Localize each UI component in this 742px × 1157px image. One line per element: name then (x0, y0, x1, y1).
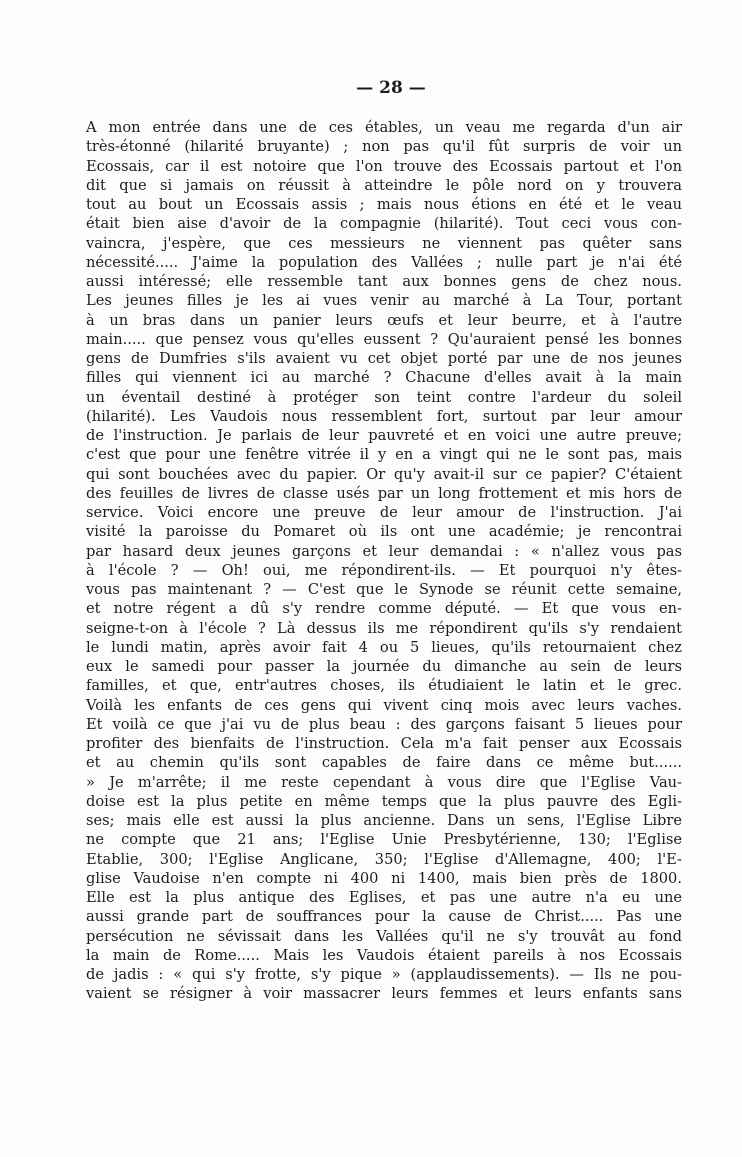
text-line: et au chemin qu'ils sont capables de faire dans ce même but...... (86, 754, 682, 772)
text-line: (hilarité). Les Vaudois nous ressemblent fort, surtout par leur amour (86, 407, 682, 425)
text-line: ne compte que 21 ans; l'Eglise Unie Presbytérienne, 130; l'Eglise (86, 831, 682, 849)
text-line: ses; mais elle est aussi la plus ancienne. Dans un sens, l'Eglise Libre (86, 812, 682, 829)
text-line: eux le samedi pour passer la journée du dimanche au sein de leurs (86, 658, 682, 675)
text-line: filles qui viennent ici au marché ? Chacune d'elles avait à la main (86, 369, 682, 387)
text-line: profiter des bienfaits de l'instruction. Cela m'a fait penser aux Ecossais (86, 735, 682, 752)
text-line: aussi grande part de souffrances pour la cause de Christ..... Pas une (86, 908, 682, 926)
text-line: Les jeunes filles je les ai vues venir au marché à La Tour, portant (86, 292, 682, 310)
text-line: par hasard deux jeunes garçons et leur demandai : « n'allez vous pas (86, 542, 682, 560)
text-line: visité la paroisse du Pomaret où ils ont une académie; je rencontrai (86, 523, 682, 541)
text-line: le lundi matin, après avoir fait 4 ou 5 lieues, qu'ils retournaient chez (86, 638, 682, 656)
text-line: de l'instruction. Je parlais de leur pauvreté et en voici une autre preuve; (86, 427, 682, 444)
text-line: » Je m'arrête; il me reste cependant à vous dire que l'Eglise Vau- (86, 773, 682, 791)
text-line: service. Voici encore une preuve de leur amour de l'instruction. J'ai (86, 504, 682, 521)
text-line: de jadis : « qui s'y frotte, s'y pique » (applaudissements). — Ils ne pou- (86, 966, 682, 983)
text-line: qui sont bouchées avec du papier. Or qu'y avait-il sur ce papier? C'étaient (86, 465, 682, 483)
text-line: des feuilles de livres de classe usés par un long frottement et mis hors de (86, 484, 682, 502)
text-line: vaient se résigner à voir massacrer leurs femmes et leurs enfants sans (86, 985, 682, 1003)
text-line: c'est que pour une fenêtre vitrée il y en a vingt qui ne le sont pas, mais (86, 446, 682, 464)
text-line: Elle est la plus antique des Eglises, et pas une autre n'a eu une (86, 889, 682, 906)
text-line: gens de Dumfries s'ils avaient vu cet objet porté par une de nos jeunes (86, 350, 682, 367)
text-line: A mon entrée dans une de ces étables, un veau me regarda d'un air (86, 119, 682, 136)
text-line: et notre régent a dû s'y rendre comme député. — Et que vous en- (86, 600, 682, 618)
text-line: la main de Rome..... Mais les Vaudois étaient pareils à nos Ecossais (86, 946, 682, 964)
text-line: tout au bout un Ecossais assis ; mais nous étions en été et le veau (86, 196, 682, 213)
text-line: nécessité..... J'aime la population des Vallées ; nulle part je n'ai été (86, 253, 682, 271)
text-line: à l'école ? — Oh! oui, me répondirent-ils. — Et pourquoi n'y êtes- (86, 561, 682, 579)
text-line: à un bras dans un panier leurs œufs et leur beurre, et à l'autre (86, 311, 682, 329)
text-line: main..... que pensez vous qu'elles eussent ? Qu'auraient pensé les bonnes (86, 330, 682, 348)
text-line: vaincra, j'espère, que ces messieurs ne viennent pas quêter sans (86, 234, 682, 252)
text-line: un éventail destiné à protéger son teint contre l'ardeur du soleil (86, 388, 682, 406)
text-line: vous pas maintenant ? — C'est que le Synode se réunit cette semaine, (86, 581, 682, 598)
text-line: Etablie, 300; l'Eglise Anglicane, 350; l'Eglise d'Allemagne, 400; l'E- (86, 850, 682, 868)
text-line: seigne-t-on à l'école ? Là dessus ils me répondirent qu'ils s'y rendaient (86, 619, 682, 637)
text-line: très-étonné (hilarité bruyante) ; non pas qu'il fût surpris de voir un (86, 138, 682, 156)
text-line: dit que si jamais on réussit à atteindre le pôle nord on y trouvera (86, 176, 682, 194)
text-line: Ecossais, car il est notoire que l'on trouve des Ecossais partout et l'on (86, 157, 682, 175)
text-line: était bien aise d'avoir de la compagnie (hilarité). Tout ceci vous con- (86, 215, 682, 233)
text-line: doise est la plus petite en même temps que la plus pauvre des Egli- (86, 792, 682, 810)
body-text (86, 118, 682, 1004)
text-line: persécution ne sévissait dans les Vallées qu'il ne s'y trouvât au fond (86, 927, 682, 945)
text-line: aussi intéressé; elle ressemble tant aux bonnes gens de chez nous. (86, 273, 682, 290)
text-line: glise Vaudoise n'en compte ni 400 ni 1400, mais bien près de 1800. (86, 869, 682, 887)
page-number: — 28 — (356, 78, 426, 98)
text-line: Voilà les enfants de ces gens qui vivent cinq mois avec leurs vaches. (86, 696, 682, 714)
text-line: familles, et que, entr'autres choses, ils étudiaient le latin et le grec. (86, 677, 682, 695)
text-line: Et voilà ce que j'ai vu de plus beau : des garçons faisant 5 lieues pour (86, 715, 682, 733)
